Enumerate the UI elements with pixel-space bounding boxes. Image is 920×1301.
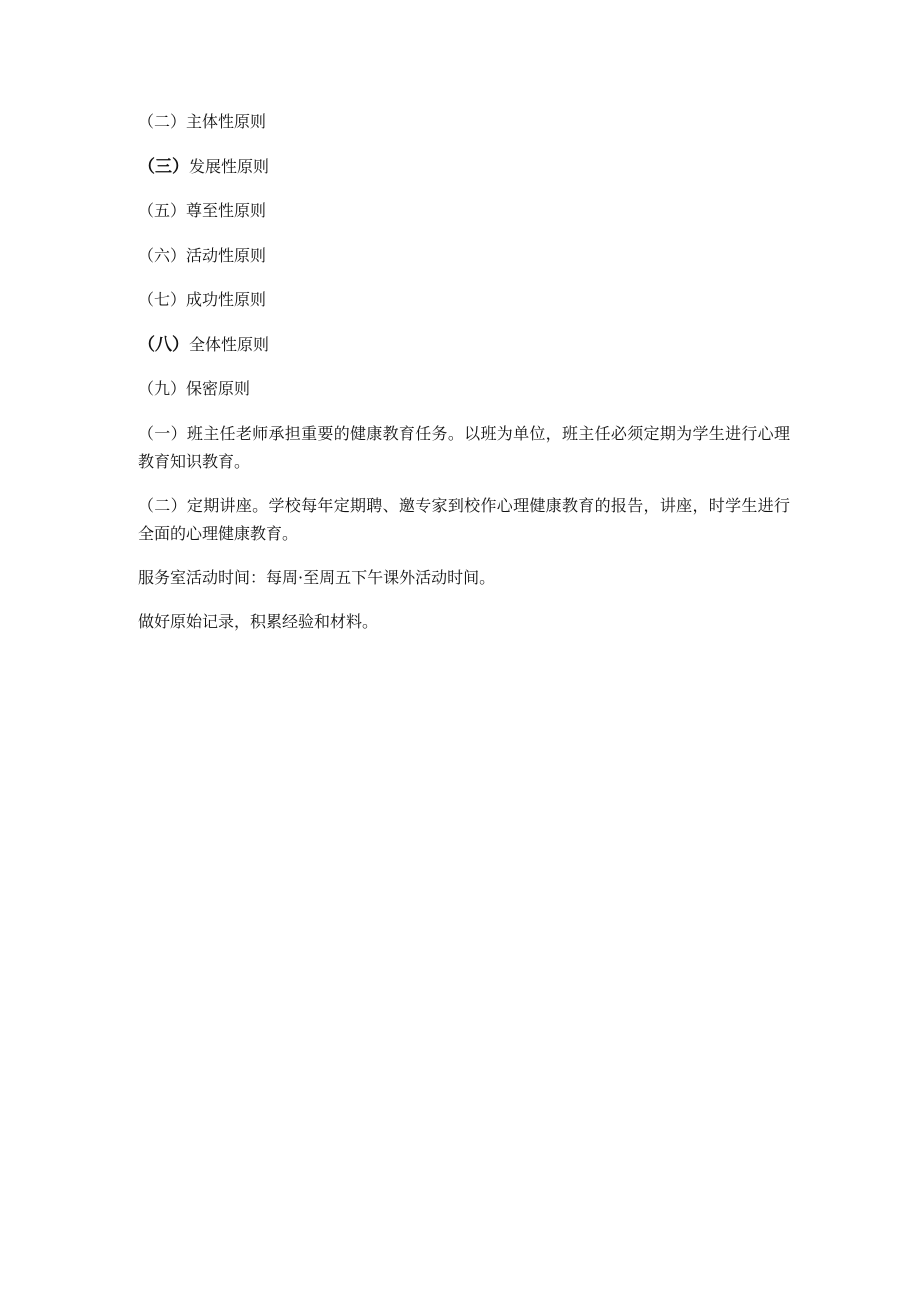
principle-item (138, 197, 790, 225)
principle-item (138, 331, 790, 359)
principle-marker: （二） (138, 112, 187, 131)
principle-text: 发展性原则 (189, 156, 270, 176)
principle-marker: （九） (138, 379, 187, 398)
principle-item (138, 286, 790, 314)
document-body (138, 108, 790, 652)
principle-text: 尊至性原则 (186, 201, 267, 220)
principle-marker: （七） (138, 290, 187, 309)
principle-text: 成功性原则 (186, 290, 267, 309)
principle-item (138, 242, 790, 270)
principle-text: 活动性原则 (186, 245, 267, 265)
body-paragraph: 服务室活动时间：每周·至周五下午课外活动时间。 (138, 567, 496, 587)
principle-text: 主体性原则 (186, 112, 267, 131)
principle-marker: （八） (138, 334, 189, 355)
body-paragraph: 做好原始记录，积累经验和材料。 (138, 611, 379, 631)
principle-marker: （五） (138, 201, 187, 220)
principle-text: 全体性原则 (189, 334, 270, 354)
body-paragraph: （一）班主任老师承担重要的健康教育任务。以班为单位，班主任必须定期为学生进行心理教育知识教育。 (138, 423, 790, 471)
principle-marker: （六） (138, 245, 187, 265)
principle-item (138, 375, 790, 403)
body-paragraph: （二）定期讲座。学校每年定期聘、邀专家到校作心理健康教育的报告，讲座，时学生进行全面的心理健康教育。 (138, 495, 790, 543)
principle-text: 保密原则 (186, 379, 251, 398)
principle-marker: （三） (138, 156, 189, 177)
principle-item (138, 108, 790, 136)
principle-item (138, 153, 790, 181)
